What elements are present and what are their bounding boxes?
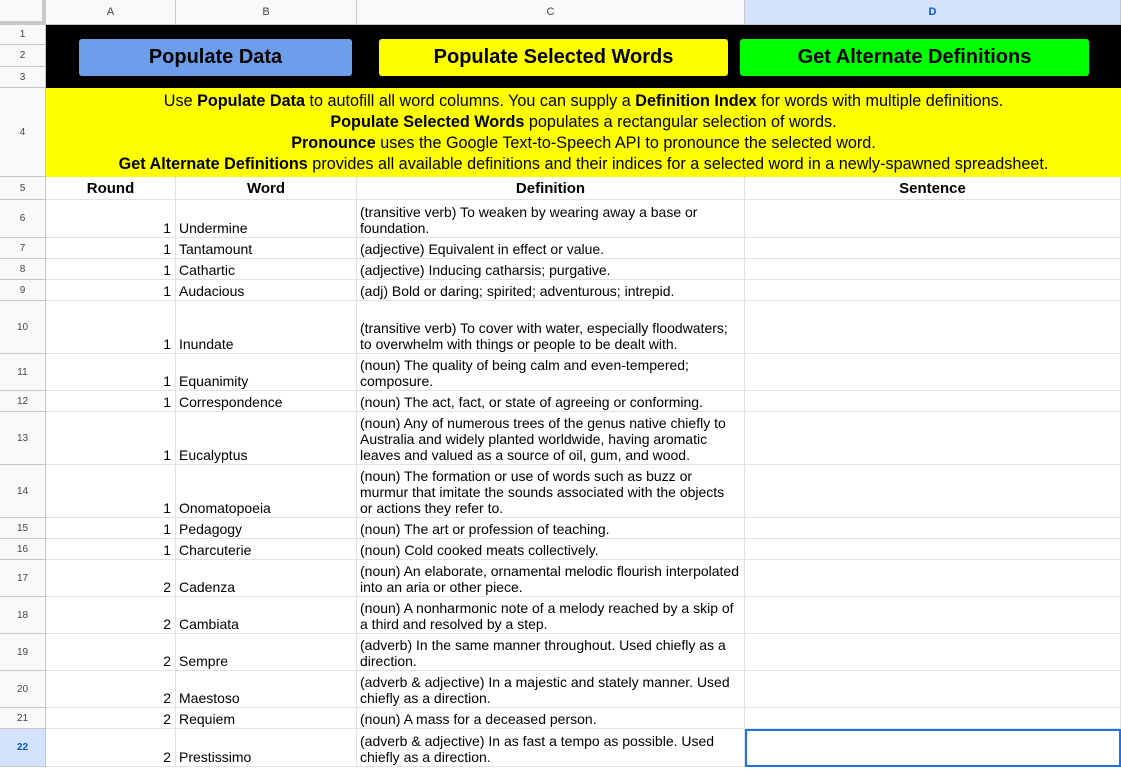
definition-cell-text: (adjective) Inducing catharsis; purgative. [360, 262, 611, 278]
definition-cell-text: (noun) An elaborate, ornamental melodic flourish interpolated into an aria or other piece. [360, 563, 740, 595]
definition-cell[interactable] [357, 518, 745, 539]
definition-cell[interactable] [357, 238, 745, 259]
word-cell[interactable] [176, 391, 357, 412]
round-cell-text: 2 [163, 749, 171, 765]
definition-cell[interactable] [357, 354, 745, 391]
word-cell[interactable] [176, 729, 357, 767]
round-cell-text: 1 [163, 220, 171, 236]
definition-cell-text: (adverb & adjective) In as fast a tempo as possible. Used chiefly as a direction. [360, 733, 715, 765]
row-header-20[interactable]: 20 [0, 671, 46, 708]
sentence-cell[interactable] [745, 354, 1121, 391]
word-cell[interactable] [176, 539, 357, 560]
word-cell-text: Cathartic [179, 262, 236, 278]
round-cell[interactable] [46, 391, 176, 412]
definition-cell[interactable] [357, 391, 745, 412]
row-header-19[interactable]: 19 [0, 634, 46, 671]
sentence-cell[interactable] [745, 518, 1121, 539]
round-cell-text: 2 [163, 711, 171, 727]
instructions-cell[interactable] [46, 88, 1121, 177]
sentence-cell[interactable] [745, 597, 1121, 634]
row-header-12[interactable]: 12 [0, 391, 46, 412]
row-header-7[interactable]: 7 [0, 238, 46, 259]
sentence-cell[interactable] [745, 301, 1121, 354]
word-cell[interactable] [176, 708, 357, 729]
word-cell-text: Equanimity [179, 373, 249, 389]
definition-cell[interactable] [357, 301, 745, 354]
sentence-cell[interactable] [745, 238, 1121, 259]
round-cell[interactable] [46, 412, 176, 465]
row-header-8[interactable]: 8 [0, 259, 46, 280]
word-cell[interactable] [176, 259, 357, 280]
definition-cell-text: (noun) The quality of being calm and even-tempered; composure. [360, 357, 689, 389]
definition-cell-text: (transitive verb) To weaken by wearing away a base or foundation. [360, 204, 698, 236]
round-cell[interactable] [46, 301, 176, 354]
definition-cell[interactable] [357, 280, 745, 301]
word-cell[interactable] [176, 671, 357, 708]
definition-cell-text: (noun) Cold cooked meats collectively. [360, 542, 599, 558]
row-header-1[interactable]: 1 [0, 25, 46, 45]
instructions-line-2 [330, 112, 836, 133]
row-header-11[interactable]: 11 [0, 354, 46, 391]
select-all-corner[interactable] [0, 0, 46, 25]
header-sentence[interactable]: Sentence [745, 177, 1121, 200]
definition-cell-text: (adverb) In the same manner throughout. Used chiefly as a direction. [360, 637, 726, 669]
column-header-b[interactable]: B [176, 0, 357, 25]
word-cell-text: Eucalyptus [179, 447, 248, 463]
sentence-cell[interactable] [745, 560, 1121, 597]
word-cell[interactable] [176, 354, 357, 391]
round-cell[interactable] [46, 539, 176, 560]
row-header-10[interactable]: 10 [0, 301, 46, 354]
instructions-line-3 [291, 133, 876, 154]
row-header-21[interactable]: 21 [0, 708, 46, 729]
word-cell[interactable] [176, 560, 357, 597]
word-cell-text: Tantamount [179, 241, 253, 257]
round-cell[interactable] [46, 518, 176, 539]
row-header-2[interactable]: 2 [0, 45, 46, 67]
definition-cell[interactable] [357, 539, 745, 560]
word-cell-text: Requiem [179, 711, 236, 727]
round-cell-text: 1 [163, 500, 171, 516]
round-cell[interactable] [46, 238, 176, 259]
row-header-16[interactable]: 16 [0, 539, 46, 560]
word-cell-text: Undermine [179, 220, 248, 236]
word-cell[interactable] [176, 238, 357, 259]
header-round[interactable]: Round [46, 177, 176, 200]
row-header-3[interactable]: 3 [0, 67, 46, 88]
column-header-c[interactable]: C [357, 0, 745, 25]
instr-text: for words with multiple definitions. [756, 91, 1004, 110]
round-cell[interactable] [46, 280, 176, 301]
definition-cell-text: (adverb & adjective) In a majestic and stately manner. Used chiefly as a direction. [360, 674, 730, 706]
definition-cell[interactable] [357, 671, 745, 708]
instr-text: to autofill all word columns. You can supply a [305, 91, 636, 110]
round-cell-text: 1 [163, 262, 171, 278]
definition-cell[interactable] [357, 259, 745, 280]
round-cell[interactable] [46, 465, 176, 518]
round-cell[interactable] [46, 634, 176, 671]
definition-cell[interactable] [357, 560, 745, 597]
definition-cell[interactable] [357, 708, 745, 729]
round-cell[interactable] [46, 200, 176, 238]
definition-cell-text: (noun) The art or profession of teaching. [360, 521, 610, 537]
word-cell-text: Inundate [179, 336, 234, 352]
instr-text: provides all available definitions and their indices for a selected word in a newly-spawned spreadsheet. [307, 154, 1049, 173]
instr-bold: Populate Data [197, 91, 306, 110]
row-header-17[interactable]: 17 [0, 560, 46, 597]
word-cell[interactable] [176, 301, 357, 354]
row-header-4[interactable]: 4 [0, 88, 46, 177]
round-cell-text: 1 [163, 521, 171, 537]
definition-cell[interactable] [357, 412, 745, 465]
header-word[interactable]: Word [176, 177, 357, 200]
sentence-cell[interactable] [745, 280, 1121, 301]
definition-cell[interactable] [357, 465, 745, 518]
round-cell-text: 2 [163, 653, 171, 669]
round-cell-text: 1 [163, 394, 171, 410]
get-alternate-definitions-button[interactable]: Get Alternate Definitions [740, 39, 1089, 76]
column-header-d[interactable]: D [745, 0, 1121, 25]
definition-cell-text: (noun) The formation or use of words such as buzz or murmur that imitate the sounds associated with the objects or actions they refer to. [360, 468, 725, 516]
sentence-cell[interactable] [745, 391, 1121, 412]
round-cell[interactable] [46, 354, 176, 391]
round-cell-text: 1 [163, 447, 171, 463]
round-cell-text: 2 [163, 579, 171, 595]
populate-selected-words-button[interactable]: Populate Selected Words [379, 39, 728, 76]
word-cell-text: Cambiata [179, 616, 239, 632]
definition-cell-text: (adj) Bold or daring; spirited; adventurous; intrepid. [360, 283, 675, 299]
instructions-line-4 [119, 154, 1049, 175]
instr-text: populates a rectangular selection of words. [524, 112, 837, 131]
definition-cell-text: (noun) A nonharmonic note of a melody reached by a skip of a third and resolved by a step. [360, 600, 734, 632]
round-cell[interactable] [46, 259, 176, 280]
round-cell-text: 1 [163, 241, 171, 257]
row-header-15[interactable]: 15 [0, 518, 46, 539]
definition-cell-text: (transitive verb) To cover with water, especially floodwaters; to overwhelm with things or people to be dealt with. [360, 320, 728, 352]
instr-text: Use [163, 91, 198, 110]
sentence-cell[interactable] [745, 200, 1121, 238]
word-cell[interactable] [176, 518, 357, 539]
sentence-cell[interactable] [745, 465, 1121, 518]
round-cell[interactable] [46, 560, 176, 597]
definition-cell-text: (noun) A mass for a deceased person. [360, 711, 597, 727]
word-cell-text: Pedagogy [179, 521, 243, 537]
row-header-9[interactable]: 9 [0, 280, 46, 301]
round-cell[interactable] [46, 671, 176, 708]
sentence-cell[interactable] [745, 539, 1121, 560]
round-cell-text: 2 [163, 690, 171, 706]
word-cell[interactable] [176, 200, 357, 238]
selected-cell-outline[interactable] [745, 729, 1121, 767]
row-header-13[interactable]: 13 [0, 412, 46, 465]
definition-cell-text: (noun) The act, fact, or state of agreeing or conforming. [360, 394, 703, 410]
word-cell-text: Maestoso [179, 690, 240, 706]
row-header-6[interactable]: 6 [0, 200, 46, 238]
sentence-cell[interactable] [745, 412, 1121, 465]
word-cell[interactable] [176, 465, 357, 518]
round-cell-text: 1 [163, 373, 171, 389]
word-cell-text: Cadenza [179, 579, 236, 595]
round-cell[interactable] [46, 729, 176, 767]
word-cell-text: Charcuterie [179, 542, 252, 558]
instr-text: uses the Google Text-to-Speech API to pronounce the selected word. [375, 133, 876, 152]
word-cell[interactable] [176, 412, 357, 465]
definition-cell[interactable] [357, 729, 745, 767]
definition-cell-text: (noun) Any of numerous trees of the genus native chiefly to Australia and widely planted worldwide, having aromatic leaves and valued as a source of oil, gum, and wood. [360, 415, 726, 463]
instr-bold: Populate Selected Words [330, 112, 525, 131]
populate-data-button[interactable]: Populate Data [79, 39, 352, 76]
row-header-22[interactable]: 22 [0, 729, 46, 767]
round-cell[interactable] [46, 597, 176, 634]
definition-cell[interactable] [357, 634, 745, 671]
round-cell-text: 1 [163, 336, 171, 352]
instr-bold: Pronounce [291, 133, 376, 152]
definition-cell[interactable] [357, 200, 745, 238]
column-header-a[interactable]: A [46, 0, 176, 25]
word-cell-text: Sempre [179, 653, 229, 669]
row-header-14[interactable]: 14 [0, 465, 46, 518]
round-cell[interactable] [46, 708, 176, 729]
word-cell-text: Audacious [179, 283, 245, 299]
row-header-5[interactable]: 5 [0, 177, 46, 200]
word-cell[interactable] [176, 280, 357, 301]
sentence-cell[interactable] [745, 634, 1121, 671]
word-cell[interactable] [176, 597, 357, 634]
sentence-cell[interactable] [745, 671, 1121, 708]
word-cell-text: Onomatopoeia [179, 500, 271, 516]
definition-cell[interactable] [357, 597, 745, 634]
round-cell-text: 2 [163, 616, 171, 632]
round-cell-text: 1 [163, 283, 171, 299]
sentence-cell[interactable] [745, 259, 1121, 280]
sentence-cell[interactable] [745, 708, 1121, 729]
row-header-18[interactable]: 18 [0, 597, 46, 634]
round-cell-text: 1 [163, 542, 171, 558]
word-cell-text: Prestissimo [179, 749, 252, 765]
header-definition[interactable]: Definition [357, 177, 745, 200]
instructions-line-1 [164, 91, 1003, 112]
word-cell-text: Correspondence [179, 394, 283, 410]
instr-bold: Definition Index [635, 91, 757, 110]
word-cell[interactable] [176, 634, 357, 671]
definition-cell-text: (adjective) Equivalent in effect or value. [360, 241, 605, 257]
instr-bold: Get Alternate Definitions [118, 154, 308, 173]
